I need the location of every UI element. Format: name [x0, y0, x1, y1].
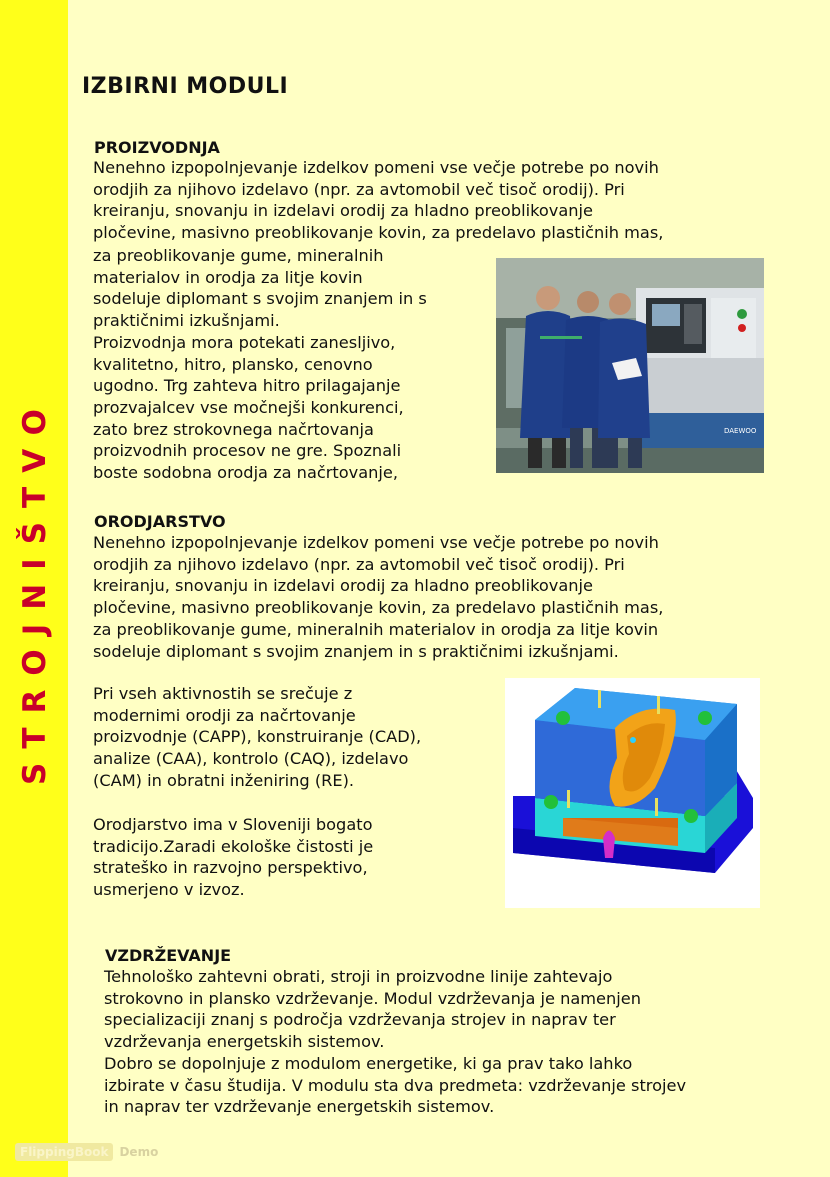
- vzdrzevanje-paragraph-1: Tehnološko zahtevni obrati, stroji in proizvodne linije zahtevajo strokovno in plansko vzdrževanje. Modul vzdrževanja je namenjen specializaciji znanj s področja vzdrževanja strojev in naprav ter vzdrževanja energetskih sistemov. Dobro se dopolnjuje z modulom energetike, ki ga prav tako lahko izbirate v času študija. V modulu sta dva predmeta: vzdrževanje strojev in naprav ter vzdrževanje energetskih sistemov.: [104, 967, 687, 1117]
- proizvodnja-paragraph-2: za preoblikovanje gume, mineralnih materialov in orodja za litje kovin sodeluje diplomant s svojim znanjem in s praktičnimi izkušnjami. Proizvodnja mora potekati zanesljivo, kvalitetno, hitro, plansko, cenovno ugodno. Trg zahteva hitro prilagajanje prozvajalcev vse močnejši konkurenci, zato brez strokovnega načrtovanja proizvodnih procesov ne gre. Spoznali boste sodobna orodja za načrtovanje,: [93, 246, 427, 483]
- orodjarstvo-paragraph-2: Pri vseh aktivnostih se srečuje z modernimi orodji za načrtovanje proizvodnje (CAPP), konstruiranje (CAD), analize (CAA), kontrolo (CAQ), izdelavo (CAM) in obratni inženiring (RE).: [93, 684, 422, 790]
- page-title: IZBIRNI MODULI: [82, 74, 289, 99]
- section-heading-orodjarstvo: ORODJARSTVO: [94, 512, 226, 531]
- watermark-brand: FlippingBook: [15, 1143, 113, 1161]
- sidebar-label: STROJNIŠTVO: [17, 395, 53, 785]
- watermark-suffix: Demo: [119, 1145, 159, 1159]
- students-cnc-illustration: [496, 258, 764, 473]
- section-heading-vzdrzevanje: VZDRŽEVANJE: [105, 946, 232, 965]
- orodjarstvo-paragraph-1: Nenehno izpopolnjevanje izdelkov pomeni vse večje potrebe po novih orodjih za njihovo izdelavo (npr. za avtomobil več tisoč orodij). Pri kreiranju, snovanju in izdelavi orodij za hladno preoblikovanje pločevine, masivno preoblikovanje kovin, za predelavo plastičnih mas, za preoblikovanje gume, mineralnih materialov in orodja za litje kovin sodeluje diplomant s svojim znanjem in s praktičnimi izkušnjami.: [93, 533, 664, 661]
- cad-mold-illustration: [505, 678, 760, 908]
- section-heading-proizvodnja: PROIZVODNJA: [94, 138, 220, 157]
- cad-mold-image: [505, 678, 760, 908]
- machine-brand-text: DAEWOO: [724, 427, 757, 435]
- orodjarstvo-paragraph-3: Orodjarstvo ima v Sloveniji bogato tradicijo.Zaradi ekološke čistosti je strateško in razvojno perspektivo, usmerjeno v izvoz.: [93, 815, 374, 900]
- flippingbook-watermark: [15, 1143, 158, 1161]
- proizvodnja-paragraph-1: Nenehno izpopolnjevanje izdelkov pomeni vse večje potrebe po novih orodjih za njihovo izdelavo (npr. za avtomobil več tisoč orodij). Pri kreiranju, snovanju in izdelavi orodij za hladno preoblikovanje pločevine, masivno preoblikovanje kovin, za predelavo plastičnih mas,: [93, 158, 664, 243]
- students-cnc-photo: [496, 258, 764, 473]
